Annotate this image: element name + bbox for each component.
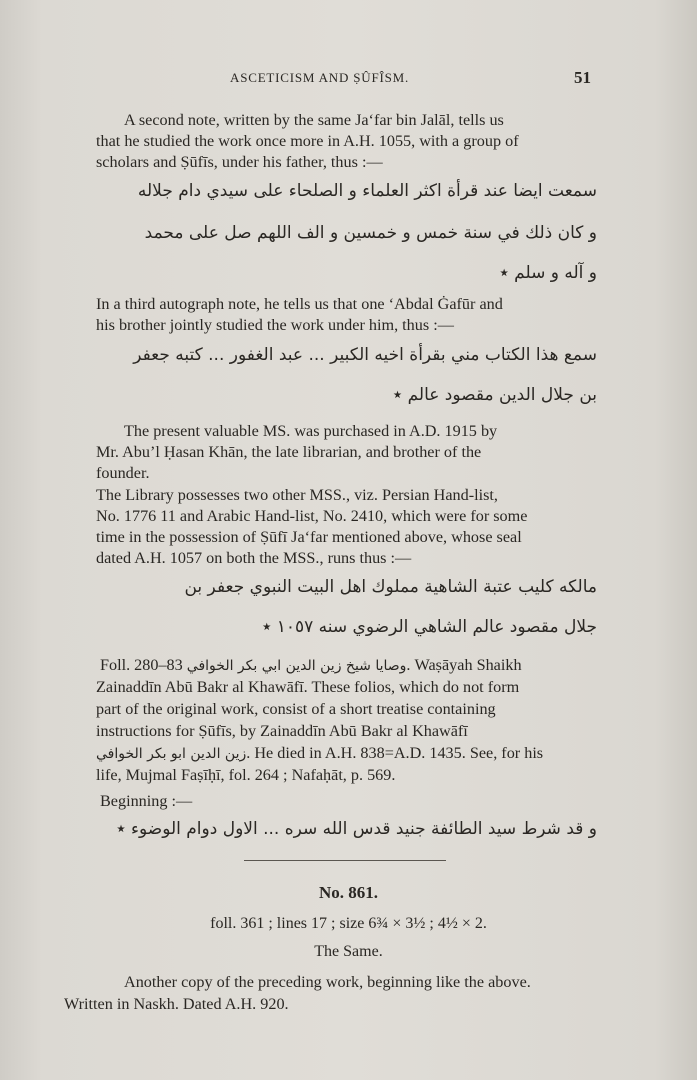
arabic-quote-1-line3: و آله و سلم ٭ xyxy=(499,263,597,283)
seal-inscription-line2: جلال مقصود عالم الشاهي الرضوي سنه ١٠٥٧ ٭ xyxy=(262,617,597,637)
arabic-quote-2-line2: بن جلال الدين مقصود عالم ٭ xyxy=(392,385,597,405)
entry-details: foll. 361 ; lines 17 ; size 6¾ × 3½ ; 4½ × 2. xyxy=(210,915,487,932)
foll-range: Foll. 280–83 xyxy=(100,656,183,674)
para4-line4: dated A.H. 1057 on both the MSS., runs thus :— xyxy=(96,549,412,567)
foll-line6: life, Mujmal Faṣīḥī, fol. 264 ; Nafaḥāt, p. 569. xyxy=(96,766,396,784)
foll-death-note: . He died in A.H. 838=A.D. 1435. See, for his xyxy=(246,744,544,762)
seal-inscription-line1: مالكه كليب عتبة الشاهية مملوك اهل البيت النبوي جعفر بن xyxy=(184,577,597,597)
page-header xyxy=(0,66,697,88)
para4-line2: No. 1776 11 and Arabic Hand-list, No. 2410, which were for some xyxy=(96,507,528,525)
para3-line3: founder. xyxy=(96,464,150,482)
beginning-arabic: و قد شرط سيد الطائفة جنيد قدس الله سره ... الاول دوام الوضوء ٭ xyxy=(116,819,597,839)
foll-line4: instructions for Ṣūfīs, by Zainaddīn Abū Bakr al Khawāfī xyxy=(96,722,468,740)
foll-author-arabic: زين الدين ابو بكر الخوافي xyxy=(96,746,247,762)
entry-text-line1: Another copy of the preceding work, beginning like the above. xyxy=(124,973,531,991)
para1-line2: that he studied the work once more in A.H. 1055, with a group of xyxy=(96,132,519,150)
para3-line2: Mr. Abu’l Ḥasan Khān, the late librarian, and brother of the xyxy=(96,443,482,461)
entry-number: No. 861. xyxy=(318,883,379,902)
entry-text-line2: Written in Naskh. Dated A.H. 920. xyxy=(64,995,289,1013)
arabic-quote-1-line2: و كان ذلك في سنة خمس و خمسين و الف اللهم صل على محمد xyxy=(144,223,597,243)
foll-line1 xyxy=(100,655,522,676)
beginning-label: Beginning :— xyxy=(100,792,193,810)
entry-subtitle: The Same. xyxy=(314,943,383,960)
foll-line5 xyxy=(96,743,543,764)
foll-line2: Zainaddīn Abū Bakr al Khawāfī. These folios, which do not form xyxy=(96,678,520,696)
arabic-quote-2-line1: سمع هذا الكتاب مني بقرأة اخيه الكبير ... عبد الغفور ... كتبه جعفر xyxy=(133,345,597,365)
arabic-quote-1-line1: سمعت ايضا عند قرأة اكثر العلماء و الصلحاء على سيدي دام جلاله xyxy=(137,181,597,201)
para2-line1: In a third autograph note, he tells us that one ‘Abdal Ġafūr and xyxy=(96,295,503,313)
foll-title-translit: . Waṣāyah Shaikh xyxy=(406,656,522,674)
page-number: 51 xyxy=(574,68,591,87)
para1-line1: A second note, written by the same Ja‘far bin Jalāl, tells us xyxy=(124,111,504,129)
running-title: ASCETICISM AND ṢÛFÎSM. xyxy=(230,70,410,85)
foll-line3: part of the original work, consist of a short treatise containing xyxy=(96,700,496,718)
para2-line2: his brother jointly studied the work under him, thus :— xyxy=(96,316,454,334)
para1-line3: scholars and Ṣūfīs, under his father, thus :— xyxy=(96,153,383,171)
para3-line1: The present valuable MS. was purchased in A.D. 1915 by xyxy=(124,422,498,440)
foll-arabic-title: وصايا شيخ زين الدين ابي بكر الخوافي xyxy=(186,658,407,674)
para4-line3: time in the possession of Ṣūfī Ja‘far mentioned above, whose seal xyxy=(96,528,522,546)
para4-line1: The Library possesses two other MSS., viz. Persian Hand-list, xyxy=(96,486,498,504)
section-divider xyxy=(244,860,446,861)
